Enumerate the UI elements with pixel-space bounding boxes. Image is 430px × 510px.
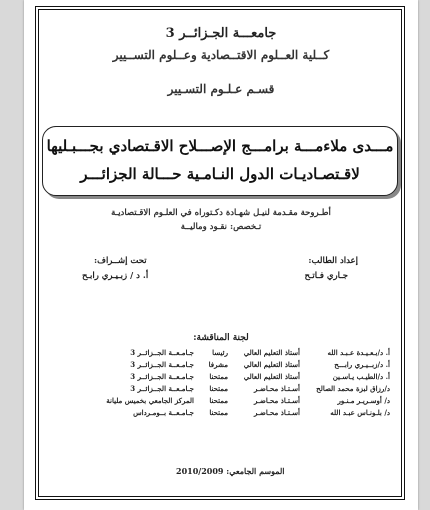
supervisor-name: أ. د / زبـيـري رابـح [82,271,149,281]
jury-member-grade: أسـتـاذ محـاضـر [253,395,300,405]
jury-table [78,346,390,418]
table-row [78,346,390,358]
jury-member-institution: المركز الجامعي بخميس مليانة [106,395,194,405]
jury-member-grade: أسـتـاذ محـاضـر [253,407,300,417]
table-row [78,358,390,370]
jury-member-grade: أستاذ التعليم العالي [243,347,300,357]
jury-member-institution: جـامـعــة الجــزائــر 3 [130,383,194,393]
supervisor-label: تحت إشــراف: [94,256,147,266]
department-name: قسـم عـلـوم التسـيير [167,82,275,96]
jury-member-name: أ. د/زبــيـري رابـــح [334,359,390,369]
jury-member-name: أ. د/بـعـيـدة عـبـد الله [327,347,390,357]
table-row [78,406,390,418]
jury-member-name: أ. د/الطيـب يـاسـين [332,371,390,381]
document-page [24,0,418,510]
faculty-name: كــلية العــلوم الاقتــصادية وعــلوم التســيير [112,48,330,62]
table-row [78,370,390,382]
thesis-title-line-1: مـــدى ملاءمـــة برامـــج الإصـــلاح الاقـتصادي بجـــبـليها [46,137,394,155]
jury-title: لجنة المناقشة: [193,333,249,343]
thesis-description: أطـروحة مقـدمة لنيـل شهـادة دكـتوراه في العلـوم الاقـتصاديـة [111,208,331,218]
jury-member-grade: أستاذ التعليم العالي [243,359,300,369]
jury-member-institution: جـامـعــة بــومـرداس [133,407,194,417]
thesis-title-line-2: لاقـتصـاديـات الدول النـامـية حـــالة الجزائـــر [80,165,360,183]
jury-member-name: د/رزاق لبزة محمد الصالح [316,383,390,393]
jury-member-role: ممتحنا [209,371,228,381]
table-row [78,382,390,394]
academic-year [176,466,287,476]
jury-member-role: رئيسا [212,347,228,357]
jury-member-role: ممتحنا [209,383,228,393]
jury-member-institution: جـامـعــة الجــزائــر 3 [130,371,194,381]
jury-member-role: ممتحنا [209,407,228,417]
thesis-specialty: تـخصص: نقـود وماليــة [180,222,262,232]
jury-member-role: ممتحنا [209,395,228,405]
jury-member-grade: أسـتـاذ محـاضـر [253,383,300,393]
academic-year-value: 2010/2009 [176,466,224,476]
jury-member-grade: أستاذ التعليم العالي [243,371,300,381]
author-label: إعداد الطالب: [308,256,358,266]
jury-member-institution: جـامـعــة الجــزائــر 3 [130,359,194,369]
table-row [78,394,390,406]
page-border [35,6,405,500]
university-name: جامعـــة الجـزائــر 3 [165,26,277,41]
jury-member-institution: جـامـعــة الجــزائــر 3 [130,347,194,357]
jury-member-name: د/ أوسـريـر مـنـور [337,395,390,405]
author-name: جـاري فـاتـح [304,271,348,281]
jury-member-name: د/ بلـونـاس عبـد الله [330,407,390,417]
jury-member-role: مشرفا [208,359,228,369]
thesis-title-box [42,126,398,196]
academic-year-label: الموسم الجامعي: [226,466,285,476]
